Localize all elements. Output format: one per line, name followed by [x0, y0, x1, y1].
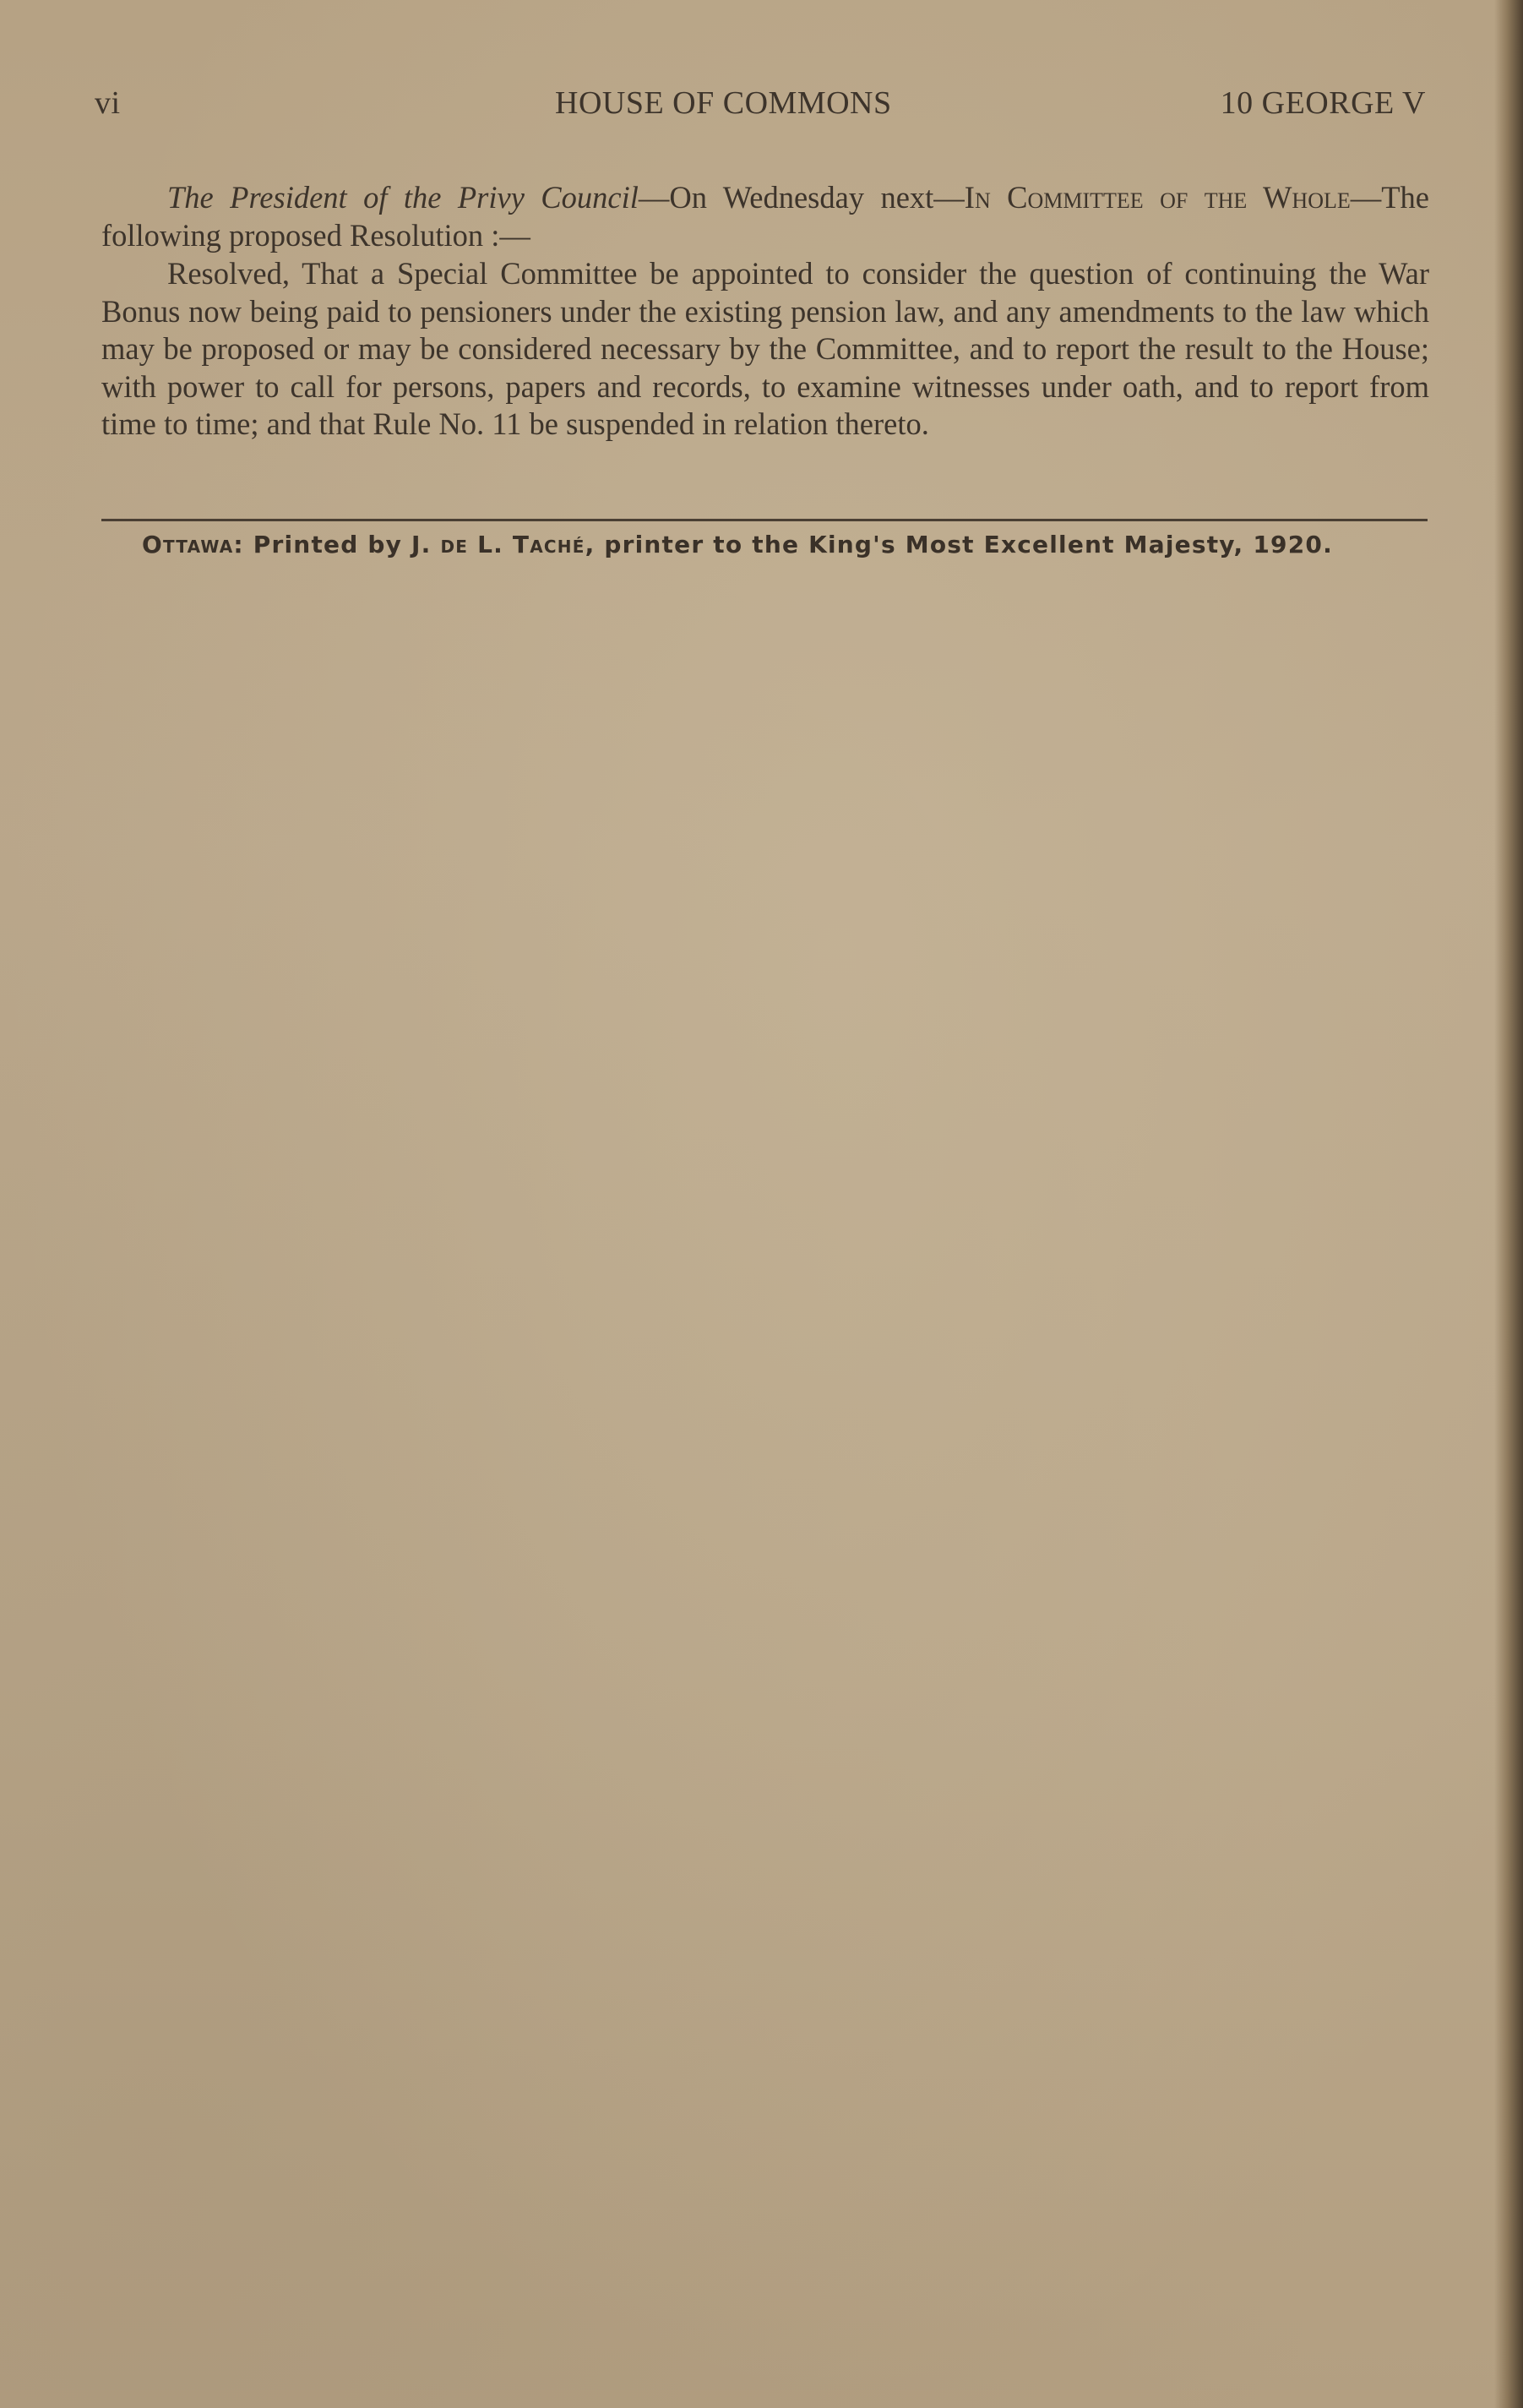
imprint-printed-by: Printed by J. [253, 531, 441, 558]
resolution-text: Resolved, That a Special Committee be appointed to consider the question of continuing the War Bonus now being paid to pensioners under the existing pension law, and any amendments to the law which may be proposed or may be considered necessary by the Committee, and to report the result to the House; with power to call for persons, papers and records, to examine witnesses under oath, and to report from time to time; and that Rule No. 11 be suspended in relation thereto. [101, 256, 1429, 441]
page-folio: vi [95, 85, 121, 121]
resolution-lead: The following proposed Resolution :— [101, 180, 1429, 253]
committee-stage: In Committee of the Whole [964, 180, 1351, 215]
dash: — [933, 180, 965, 215]
regnal-year: 10 GEORGE V [1220, 85, 1426, 121]
dash: — [638, 180, 670, 215]
mover: The President of the Privy Council [167, 180, 639, 215]
notice-of-motion [101, 179, 1429, 444]
notice-day: On Wednesday next [669, 180, 934, 215]
page-edge-shadow [1494, 0, 1523, 2408]
footer-rule [101, 519, 1428, 521]
imprint-place: Ottawa [142, 531, 234, 558]
imprint-separator: : [233, 531, 253, 558]
running-head [95, 84, 1426, 132]
printer-imprint [142, 531, 1333, 558]
imprint-printer-name: de L. Taché [440, 531, 585, 558]
running-title: HOUSE OF COMMONS [555, 85, 892, 121]
dash: — [1350, 180, 1382, 215]
imprint-rest: , printer to the King's Most Excellent Majesty, 1920. [585, 531, 1333, 558]
notice-intro-paragraph [101, 179, 1429, 254]
